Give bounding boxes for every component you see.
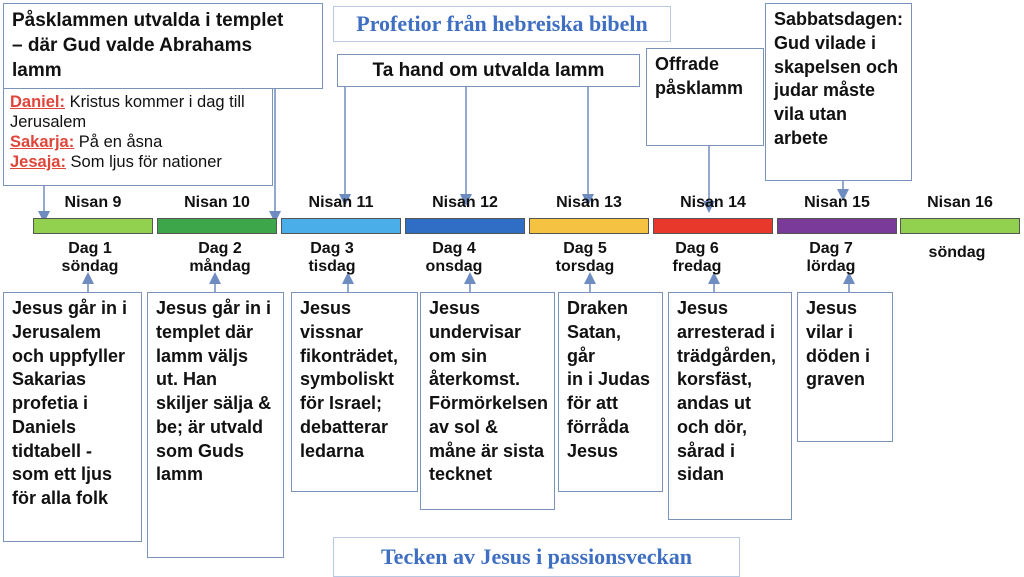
dag-label-2: Dag 2 måndag: [189, 240, 251, 275]
sabbat-box: Sabbatsdagen: Gud vilade i skapelsen och judar måste vila utan arbete: [765, 3, 912, 181]
event-box-1: Jesus går in i Jerusalem och uppfyller Sakarias profetia i Daniels tidtabell - som ett ljus för alla folk: [3, 292, 142, 542]
timeline-segment-6: [653, 218, 773, 234]
top-title: Profetior från hebreiska bibeln: [333, 6, 671, 42]
nisan-label-3: Nisan 11: [308, 194, 374, 211]
prophecies-box: [3, 88, 273, 186]
nisan-label-5: Nisan 13: [556, 194, 622, 211]
ta-hand-box: Ta hand om utvalda lamm: [337, 54, 640, 87]
timeline-segment-5: [529, 218, 649, 234]
nisan-label-4: Nisan 12: [432, 194, 498, 211]
paskamm-box: Påsklammen utvalda i templet – där Gud valde Abrahams lamm: [3, 3, 323, 89]
timeline-segment-2: [157, 218, 277, 234]
nisan-label-6: Nisan 14: [680, 194, 746, 211]
event-box-7: Jesus vilar i döden i graven: [797, 292, 893, 442]
bottom-title: Tecken av Jesus i passionsveckan: [333, 537, 740, 577]
nisan-label-8: Nisan 16: [927, 194, 993, 211]
timeline-segment-3: [281, 218, 401, 234]
dag-label-8: söndag: [928, 244, 986, 261]
timeline-segment-4: [405, 218, 525, 234]
dag-label-5: Dag 5 torsdag: [555, 240, 615, 275]
event-box-6: Jesus arresterad i trädgården, korsfäst, andas ut och dör, sårad i sidan: [668, 292, 792, 520]
event-box-5: Draken Satan, går in i Judas för att förråda Jesus: [558, 292, 663, 492]
prophecy-daniel: Daniel: Kristus kommer i dag till Jerusalem: [10, 93, 245, 132]
nisan-label-1: Nisan 9: [64, 194, 122, 211]
dag-label-3: Dag 3 tisdag: [308, 240, 356, 275]
event-box-3: Jesus vissnar fikonträdet, symboliskt för Israel; debatterar ledarna: [291, 292, 418, 492]
timeline-segment-8: [900, 218, 1020, 234]
dag-label-4: Dag 4 onsdag: [425, 240, 483, 275]
prophecy-jesaja: Jesaja: Som ljus för nationer: [10, 153, 222, 172]
nisan-label-7: Nisan 15: [804, 194, 870, 211]
timeline-segment-7: [777, 218, 897, 234]
prophecy-sakarja: Sakarja: På en åsna: [10, 133, 163, 152]
nisan-label-2: Nisan 10: [184, 194, 250, 211]
event-box-4: Jesus undervisar om sin återkomst. Förmörkelsen av sol & måne är sista tecknet: [420, 292, 555, 510]
timeline-segment-1: [33, 218, 153, 234]
dag-label-1: Dag 1 söndag: [61, 240, 119, 275]
event-box-2: Jesus går in i templet där lamm väljs ut. Han skiljer sälja & be; är utvald som Guds lamm: [147, 292, 284, 558]
offrade-box: Offrade påsklamm: [646, 48, 764, 146]
dag-label-6: Dag 6 fredag: [672, 240, 722, 275]
dag-label-7: Dag 7 lördag: [806, 240, 856, 275]
